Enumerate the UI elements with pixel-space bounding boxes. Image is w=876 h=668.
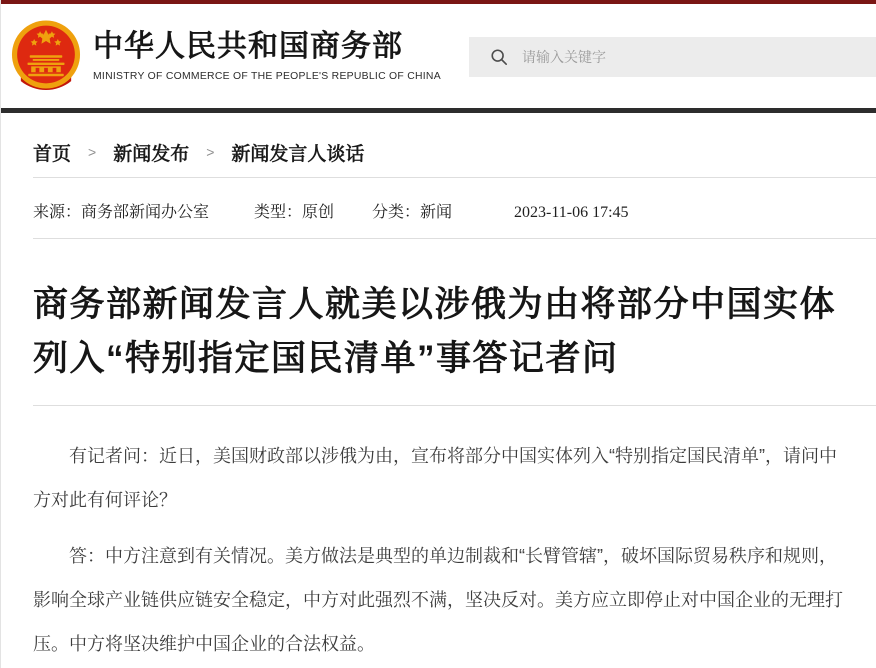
breadcrumb [33,113,876,178]
search-box[interactable] [469,37,876,77]
article-paragraph: 有记者问：近日，美国财政部以涉俄为由，宣布将部分中国实体列入“特别指定国民清单”，请问中方对此有何评论？ [33,446,837,510]
search-icon[interactable] [490,48,508,66]
site-header [1,4,876,108]
article-body [33,434,852,666]
breadcrumb-news-release[interactable]: 新闻发布 [113,144,190,165]
page [1,0,876,666]
breadcrumb-home[interactable]: 首页 [33,144,72,165]
site-subtitle-en: MINISTRY OF COMMERCE OF THE PEOPLE'S REPUBLIC OF CHINA [93,71,441,82]
site-title-block [93,30,441,82]
meta-source: 来源：商务部新闻办公室 [33,204,210,221]
breadcrumb-separator-icon: > [88,143,97,160]
meta-category: 分类：新闻 [372,204,453,221]
site-title: 中华人民共和国商务部 [93,30,403,63]
meta-datetime: 2023-11-06 17:45 [514,204,629,221]
meta-type: 类型：原创 [254,204,335,221]
content-area [1,113,876,666]
national-emblem-logo[interactable] [9,19,83,93]
article-title: 商务部新闻发言人就美以涉俄为由将部分中国实体列入“特别指定国民清单”事答记者问 [33,285,837,378]
article-paragraph: 答：中方注意到有关情况。美方做法是典型的单边制裁和“长臂管辖”，破坏国际贸易秩序和规则，影响全球产业链供应链安全稳定，中方对此强烈不满，坚决反对。美方应立即停止对中国企业的无理打压。中方将坚决维护中国企业的合法权益。 [33,546,843,654]
china-national-emblem-icon [9,19,83,93]
search-input[interactable] [522,49,876,65]
breadcrumb-spokesperson-remarks[interactable]: 新闻发言人谈话 [231,144,365,165]
article-meta [33,178,876,239]
title-divider [33,405,876,406]
breadcrumb-separator-icon: > [206,143,215,160]
